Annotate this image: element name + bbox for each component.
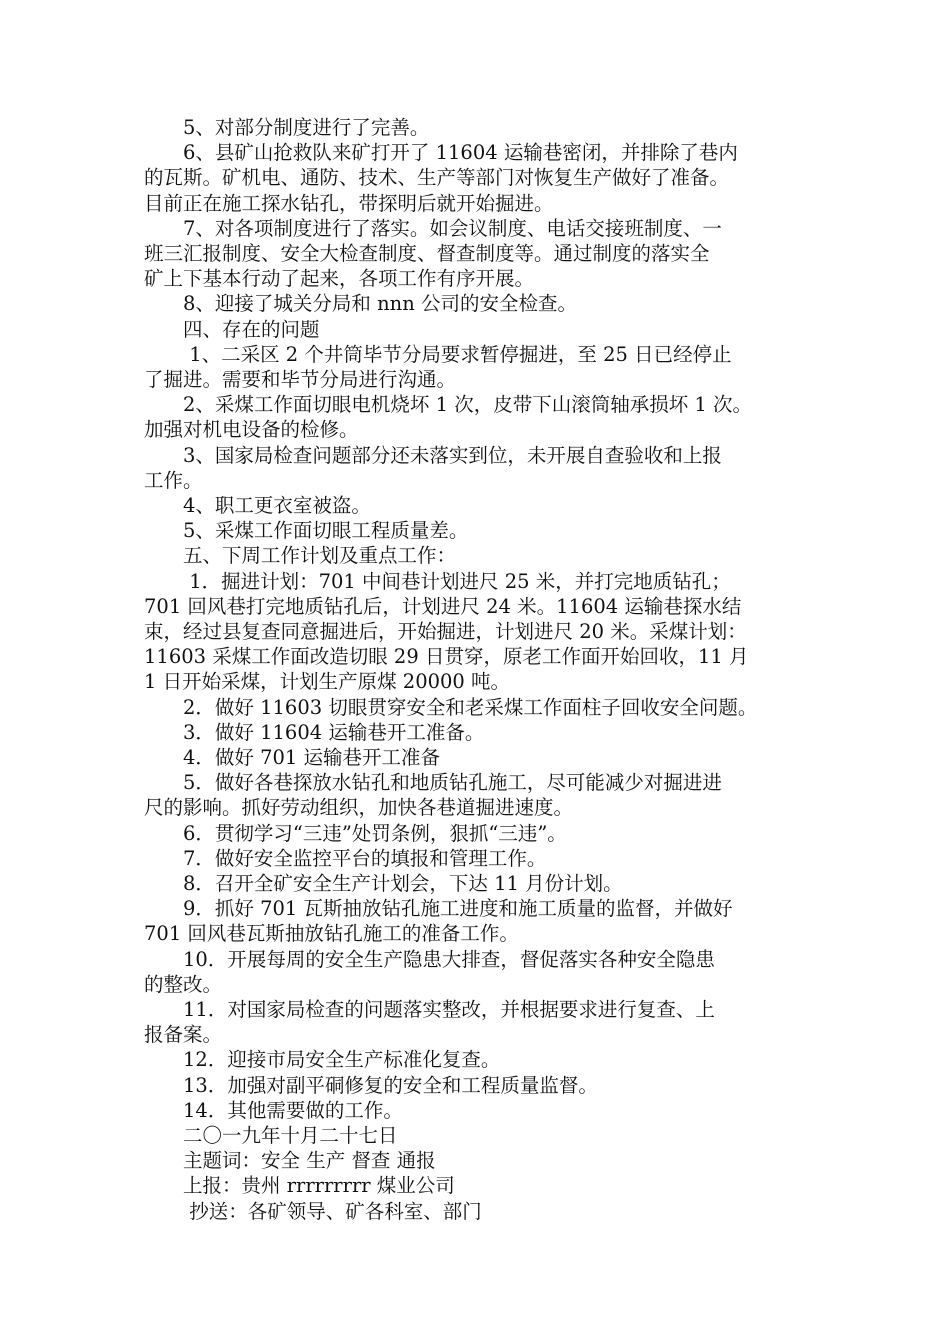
text-line: 3、国家局检查问题部分还未落实到位，未开展自查验收和上报	[144, 443, 722, 467]
text-line: 五、下周工作计划及重点工作：	[144, 544, 457, 568]
text-line: 10．开展每周的安全生产隐患大排查，督促落实各种安全隐患	[144, 947, 715, 971]
text-line: 701 回风巷瓦斯抽放钻孔施工的准备工作。	[144, 922, 519, 946]
text-line: 8．召开全矿安全生产计划会，下达 11 月份计划。	[144, 872, 623, 895]
text-line: 束，经过县复查同意掘进后，开始掘进，计划进尺 20 米。采煤计划：	[144, 620, 747, 643]
text-line: 上报：贵州 rrrrrrrrr 煤业公司	[144, 1174, 455, 1198]
text-line: 矿上下基本行动了起来，各项工作有序开展。	[144, 267, 535, 291]
text-line: 尺的影响。抓好劳动组织，加快各巷道掘进速度。	[144, 796, 574, 820]
text-line: 的瓦斯。矿机电、通防、技术、生产等部门对恢复生产做好了准备。	[144, 166, 730, 190]
text-line: 14．其他需要做的工作。	[144, 1098, 403, 1122]
text-line: 班三汇报制度、安全大检查制度、督查制度等。通过制度的落实全	[144, 242, 710, 265]
text-line: 抄送：各矿领导、矿各科室、部门	[144, 1199, 482, 1223]
text-line: 1、二采区 2 个井筒毕节分局要求暂停掘进，至 25 日已经停止	[144, 342, 732, 366]
text-line: 报备案。	[144, 1023, 223, 1047]
text-line: 9．抓好 701 瓦斯抽放钻孔施工进度和施工质量的监督，并做好	[144, 897, 733, 921]
text-line: 7、对各项制度进行了落实。如会议制度、电话交接班制度、一	[144, 216, 722, 240]
text-line: 1．掘进计划：701 中间巷计划进尺 25 米，并打完地质钻孔；	[144, 569, 731, 593]
text-line: 701 回风巷打完地质钻孔后，计划进尺 24 米。11604 运输巷探水结	[144, 594, 742, 618]
text-line: 4．做好 701 运输巷开工准备	[144, 746, 441, 769]
text-line: 13．加强对副平硐修复的安全和工程质量监督。	[144, 1073, 598, 1097]
text-line: 二〇一九年十月二十七日	[144, 1124, 398, 1147]
text-line: 主题词：安全 生产 督查 通报	[144, 1149, 436, 1173]
text-line: 11．对国家局检查的问题落实整改，并根据要求进行复查、上	[144, 998, 715, 1021]
text-line: 7．做好安全监控平台的填报和管理工作。	[144, 846, 547, 870]
text-line: 了掘进。需要和毕节分局进行沟通。	[144, 368, 457, 391]
text-line: 四、存在的问题	[144, 317, 320, 341]
text-line: 11603 采煤工作面改造切眼 29 日贯穿，原老工作面开始回收，11 月	[144, 645, 749, 669]
text-line: 2．做好 11603 切眼贯穿安全和老采煤工作面柱子回收安全问题。	[144, 695, 758, 719]
text-line: 3．做好 11604 运输巷开工准备。	[144, 720, 485, 744]
text-line: 加强对机电设备的检修。	[144, 418, 359, 442]
text-line: 5、对部分制度进行了完善。	[144, 116, 430, 139]
text-line: 工作。	[144, 468, 203, 492]
text-line: 1 日开始采煤，计划生产原煤 20000 吨。	[144, 670, 511, 694]
text-line: 2、采煤工作面切眼电机烧坏 1 次，皮带下山滚筒轴承损坏 1 次。	[144, 393, 753, 417]
text-line: 8、迎接了城关分局和 nnn 公司的安全检查。	[144, 292, 577, 316]
text-line: 5．做好各巷探放水钻孔和地质钻孔施工，尽可能减少对掘进进	[144, 771, 722, 795]
text-line: 的整改。	[144, 972, 223, 996]
text-line: 4、职工更衣室被盗。	[144, 494, 371, 517]
text-line: 5、采煤工作面切眼工程质量差。	[144, 519, 469, 543]
text-line: 12．迎接市局安全生产标准化复查。	[144, 1048, 501, 1072]
text-line: 6、县矿山抢救队来矿打开了 11604 运输巷密闭，并排除了巷内	[144, 141, 738, 165]
text-line: 6．贯彻学习“三违”处罚条例，狠抓“三违”。	[144, 821, 567, 845]
text-line: 目前正在施工探水钻孔，带探明后就开始掘进。	[144, 191, 554, 215]
